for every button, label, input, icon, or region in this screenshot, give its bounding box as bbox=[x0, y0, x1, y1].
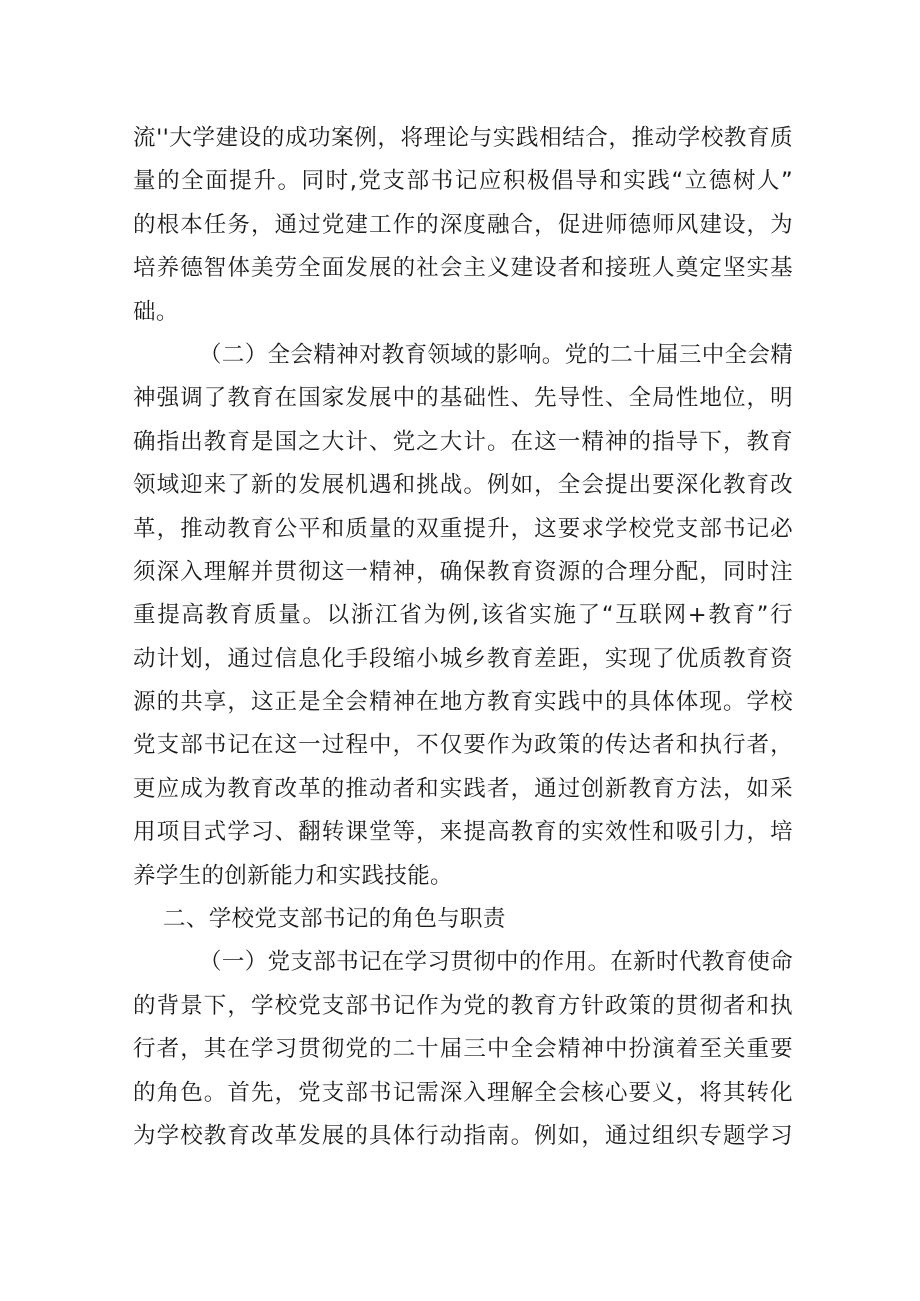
text-line: 党支部书记在这一过程中，不仅要作为政策的传达者和执行者， bbox=[133, 732, 793, 759]
text-line: 础。 bbox=[133, 298, 179, 325]
text-line: 动计划，通过信息化手段缩小城乡教育差距，实现了优质教育资 bbox=[133, 645, 793, 672]
section-heading bbox=[133, 898, 793, 941]
text-line: 领域迎来了新的发展机遇和挑战。例如，全会提出要深化教育改 bbox=[133, 472, 793, 499]
text-line: 的角色。首先，党支部书记需深入理解全会核心要义，将其转化 bbox=[133, 1079, 793, 1106]
text-line: 的根本任务，通过党建工作的深度融合，促进师德师风建设，为 bbox=[133, 211, 793, 238]
text-line: 重提高教育质量。以浙江省为例,该省实施了“互联网+教育”行 bbox=[133, 602, 793, 629]
text-line: 行者，其在学习贯彻党的二十届三中全会精神中扮演着至关重要 bbox=[133, 1036, 793, 1063]
text-line: （一）党支部书记在学习贯彻中的作用。在新时代教育使命 bbox=[199, 949, 794, 976]
text-line: 源的共享，这正是全会精神在地方教育实践中的具体体现。学校 bbox=[133, 689, 793, 716]
paragraph bbox=[133, 941, 793, 1158]
document-body bbox=[133, 117, 793, 1158]
text-line: 流''大学建设的成功案例，将理论与实践相结合，推动学校教育质 bbox=[133, 125, 793, 151]
text-line: 养学生的创新能力和实践技能。 bbox=[133, 862, 453, 889]
text-line: 神强调了教育在国家发展中的基础性、先导性、全局性地位，明 bbox=[133, 385, 793, 412]
text-line: 确指出教育是国之大计、党之大计。在这一精神的指导下，教育 bbox=[133, 428, 793, 455]
text-line: 革，推动教育公平和质量的双重提升，这要求学校党支部书记必 bbox=[133, 515, 793, 542]
text-line: 为学校教育改革发展的具体行动指南。例如，通过组织专题学习 bbox=[133, 1122, 793, 1149]
text-line: 用项目式学习、翻转课堂等，来提高教育的实效性和吸引力，培 bbox=[133, 819, 793, 846]
text-line: 须深入理解并贯彻这一精神，确保教育资源的合理分配，同时注 bbox=[133, 558, 793, 585]
paragraph bbox=[133, 334, 793, 898]
text-line: 培养德智体美劳全面发展的社会主义建设者和接班人奠定坚实基 bbox=[133, 255, 793, 282]
paragraph bbox=[133, 117, 793, 334]
text-line: 量的全面提升。同时,党支部书记应积极倡导和实践“立德树人” bbox=[133, 168, 793, 195]
section-heading-text: 二、学校党支部书记的角色与职责 bbox=[163, 906, 506, 933]
text-line: 的背景下，学校党支部书记作为党的教育方针政策的贯彻者和执 bbox=[133, 992, 793, 1019]
text-line: （二）全会精神对教育领域的影响。党的二十届三中全会精 bbox=[199, 341, 794, 368]
text-line: 更应成为教育改革的推动者和实践者，通过创新教育方法，如采 bbox=[133, 775, 793, 802]
